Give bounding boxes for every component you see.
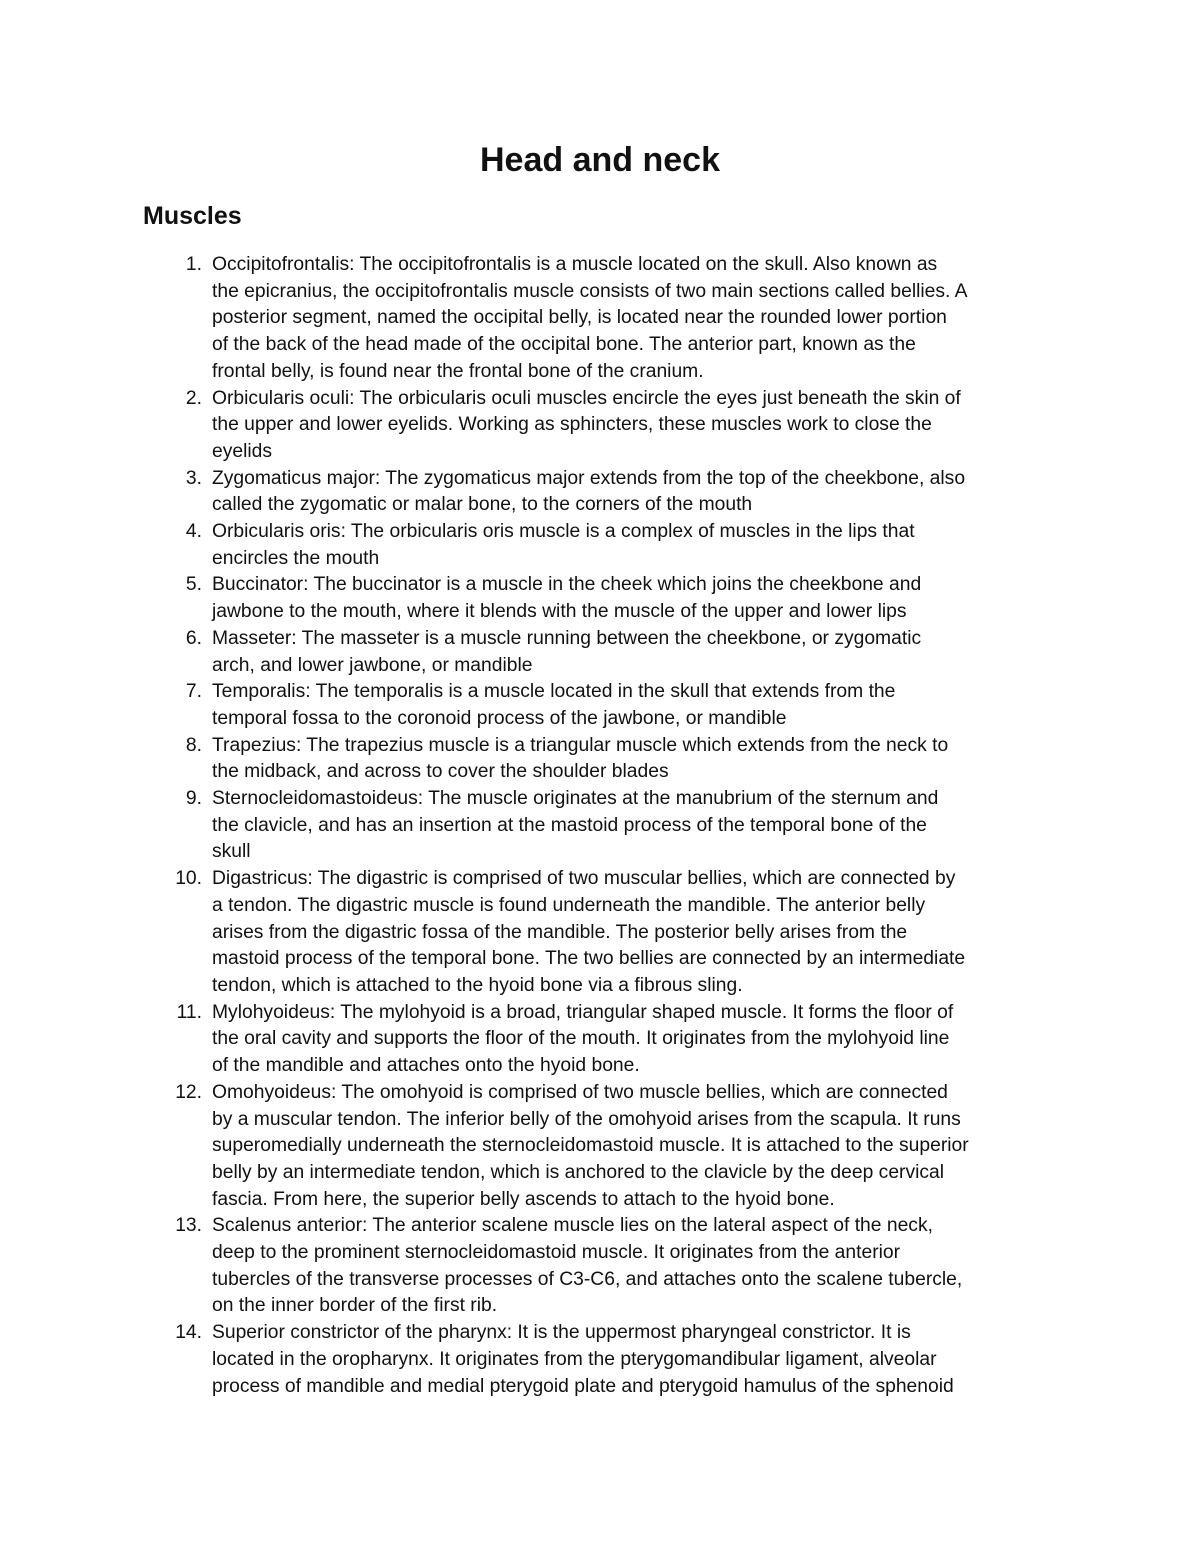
list-item-text [212,1320,1062,1400]
text-line: Trapezius: The trapezius muscle is a triangular muscle which extends from the neck to [212,734,949,756]
list-item-number: 5. [185,574,202,596]
list-item-text [212,679,1062,732]
text-line: Omohyoideus: The omohyoid is comprised of two muscle bellies, which are connected [212,1081,948,1103]
text-line: Orbicularis oculi: The orbicularis oculi muscles encircle the eyes just beneath the skin of [212,387,961,409]
text-line: the oral cavity and supports the floor of the mouth. It originates from the mylohyoid line [212,1028,950,1050]
text-line: posterior segment, named the occipital belly, is located near the rounded lower portion [212,307,947,329]
text-line: Digastricus: The digastric is comprised of two muscular bellies, which are connected by [212,868,956,890]
text-line: Temporalis: The temporalis is a muscle located in the skull that extends from the [212,681,896,703]
list-item [0,733,1200,786]
list-item [0,1080,1200,1214]
list-item-number: 12. [175,1081,202,1103]
text-line: frontal belly, is found near the frontal bone of the cranium. [212,360,704,382]
text-line: superomedially underneath the sternocleidomastoid muscle. It is attached to the superior [212,1135,969,1157]
list-item-text [212,626,1062,679]
section-heading-muscles: Muscles [143,202,242,230]
list-item [0,519,1200,572]
list-item-number: 8. [185,734,202,756]
list-item [0,1000,1200,1080]
text-line: temporal fossa to the coronoid process of the jawbone, or mandible [212,707,787,729]
list-item-number: 14. [175,1322,202,1344]
list-item-text [212,466,1062,519]
text-line: belly by an intermediate tendon, which is anchored to the clavicle by the deep cervical [212,1161,945,1183]
text-line: by a muscular tendon. The inferior belly of the omohyoid arises from the scapula. It runs [212,1108,961,1130]
text-line: arises from the digastric fossa of the mandible. The posterior belly arises from the [212,921,908,943]
list-item-number: 13. [175,1215,202,1237]
text-line: eyelids [212,440,273,462]
text-line: encircles the mouth [212,547,380,569]
text-line: the epicranius, the occipitofrontalis muscle consists of two main sections called bellies. A [212,280,968,302]
text-line: Buccinator: The buccinator is a muscle in the cheek which joins the cheekbone and [212,574,922,596]
text-line: Orbicularis oris: The orbicularis oris muscle is a complex of muscles in the lips that [212,521,915,543]
text-line: the clavicle, and has an insertion at the mastoid process of the temporal bone of the [212,814,927,836]
list-item-text [212,733,1062,786]
text-line: called the zygomatic or malar bone, to the corners of the mouth [212,494,753,516]
list-item-text [212,1080,1062,1214]
list-item-text [212,1213,1062,1320]
list-item-text [212,252,1062,386]
text-line: located in the oropharynx. It originates from the pterygomandibular ligament, alveolar [212,1348,937,1370]
list-item-number: 3. [185,467,202,489]
document-title: Head and neck [480,141,720,179]
text-line: of the back of the head made of the occipital bone. The anterior part, known as the [212,334,916,356]
list-item-number: 11. [176,1001,202,1023]
text-line: skull [212,841,251,863]
text-line: Zygomaticus major: The zygomaticus major extends from the top of the cheekbone, also [212,467,966,489]
list-item [0,466,1200,519]
list-item-text [212,386,1062,466]
list-item-number: 10. [175,868,202,890]
list-item-number: 6. [185,627,202,649]
text-line: on the inner border of the first rib. [212,1295,498,1317]
text-line: a tendon. The digastric muscle is found underneath the mandible. The anterior belly [212,894,926,916]
list-item [0,572,1200,625]
list-item-number: 1. [185,254,202,275]
text-line: process of mandible and medial pterygoid plate and pterygoid hamulus of the sphenoid [212,1375,954,1397]
text-line: Scalenus anterior: The anterior scalene muscle lies on the lateral aspect of the neck, [212,1215,933,1237]
list-item [0,679,1200,732]
text-line: mastoid process of the temporal bone. The two bellies are connected by an intermediate [212,948,966,970]
list-item-number: 9. [185,788,202,810]
text-line: arch, and lower jawbone, or mandible [212,654,533,676]
list-item [0,386,1200,466]
text-line: tubercles of the transverse processes of C3-C6, and attaches onto the scalene tubercle, [212,1268,963,1290]
list-item [0,866,1200,1000]
text-line: tendon, which is attached to the hyoid bone via a fibrous sling. [212,974,743,996]
text-line: deep to the prominent sternocleidomastoid muscle. It originates from the anterior [212,1242,901,1264]
text-line: Sternocleidomastoideus: The muscle originates at the manubrium of the sternum and [212,788,939,810]
list-item-number: 2. [185,387,202,409]
list-item [0,626,1200,679]
list-item-number: 7. [185,681,202,703]
text-line: of the mandible and attaches onto the hyoid bone. [212,1055,640,1077]
list-item-text [212,1000,1062,1080]
list-item-text [212,572,1062,625]
text-line: Superior constrictor of the pharynx: It is the uppermost pharyngeal constrictor. It is [212,1322,911,1344]
text-line: jawbone to the mouth, where it blends with the muscle of the upper and lower lips [212,601,907,623]
text-line: Masseter: The masseter is a muscle running between the cheekbone, or zygomatic [212,627,922,649]
text-line: Mylohyoideus: The mylohyoid is a broad, triangular shaped muscle. It forms the floor of [212,1001,954,1023]
text-line: the upper and lower eyelids. Working as sphincters, these muscles work to close the [212,414,932,436]
muscle-list [0,252,1200,1400]
list-item [0,1320,1200,1400]
list-item [0,786,1200,866]
list-item-text [212,786,1062,866]
list-item [0,252,1200,386]
text-line: fascia. From here, the superior belly ascends to attach to the hyoid bone. [212,1188,835,1210]
text-line: Occipitofrontalis: The occipitofrontalis is a muscle located on the skull. Also known as [212,254,938,275]
list-item-number: 4. [185,521,202,543]
list-item-text [212,519,1062,572]
text-line: the midback, and across to cover the shoulder blades [212,761,669,783]
list-item-text [212,866,1062,1000]
list-item [0,1213,1200,1320]
